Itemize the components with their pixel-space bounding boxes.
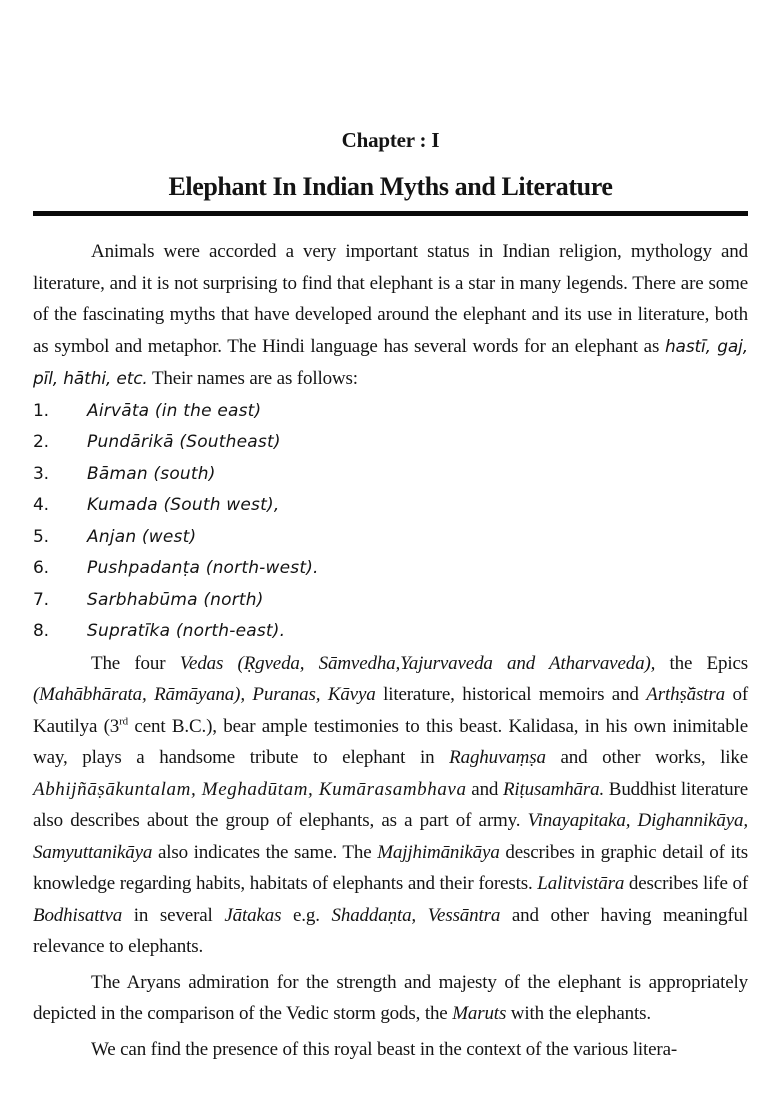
list-number: 2. xyxy=(33,432,49,452)
last-paragraph xyxy=(33,1034,748,1066)
list-number: 4. xyxy=(33,495,49,515)
italic-term: Maruts xyxy=(452,1003,507,1024)
text: Buddhist literature also describes about the group of elephants, as a part of army. xyxy=(33,778,748,831)
list-name: Pundārikā (Southeast) xyxy=(87,432,281,452)
text: with the elephants. xyxy=(506,1003,651,1024)
list-number: 8. xyxy=(33,621,49,641)
list-item xyxy=(33,396,748,428)
text: describes life of xyxy=(624,873,748,894)
text: in several xyxy=(122,904,225,926)
chapter-title: Elephant In Indian Myths and Literature xyxy=(168,172,613,201)
hindi-words: hastī, gaj, pīl, hāthi, etc. xyxy=(33,336,749,389)
chapter-body xyxy=(33,236,748,1065)
list-number: 6. xyxy=(33,558,49,578)
list-item xyxy=(33,490,748,522)
italic-term: Vedas (Ṛgveda, Sāmvedha,Yajurvaveda and Atharvaveda), xyxy=(179,652,656,674)
text: also indicates the same. The xyxy=(152,841,378,863)
list-item xyxy=(33,459,748,491)
text: and other having meaningful relevance to elephants. xyxy=(33,904,748,957)
title-rule-divider xyxy=(33,211,748,216)
text: cent B.C.), bear ample testimonies to this beast. Kalidasa, in his own inimitable way, plays a handsome tribute to elephant in xyxy=(33,715,748,768)
list-item xyxy=(33,553,748,585)
italic-term: (Mahābhārata, Rāmāyana), Puranas, Kāvya xyxy=(33,684,376,705)
italic-term: Bodhisattva xyxy=(33,904,123,926)
list-name: Kumada (South west), xyxy=(87,495,280,515)
text: and other works, like xyxy=(545,747,748,768)
text: literature, historical memoirs and xyxy=(375,684,647,705)
superscript: rd xyxy=(119,715,129,728)
list-number: 1. xyxy=(33,400,49,421)
intro-paragraph xyxy=(33,236,748,396)
italic-term: Arthṣ̌āstra xyxy=(646,684,725,705)
italic-term: Lalitvistāra xyxy=(537,873,625,894)
list-item xyxy=(33,616,748,648)
list-item xyxy=(33,585,748,617)
vedas-paragraph xyxy=(33,648,748,963)
chapter-label: Chapter : I xyxy=(341,128,440,152)
elephant-names-list xyxy=(33,396,748,648)
text: The four xyxy=(91,652,180,674)
text: The Aryans admiration for the strength and majesty of the elephant is appropriately depicted in the comparison of the Vedic storm gods, the xyxy=(33,971,748,1024)
list-name: Pushpadanṭa (north-west). xyxy=(87,558,319,578)
italic-term: Vinayapitaka, Dighannikāya, Samyuttanikāya xyxy=(33,810,748,863)
italic-term: Jātakas xyxy=(224,904,282,926)
text: e.g. xyxy=(281,904,332,926)
list-number: 7. xyxy=(33,589,49,610)
text: and xyxy=(466,778,503,800)
text: of Kautilya (3 xyxy=(33,684,748,737)
list-name: Supratīka (north-east). xyxy=(87,621,286,641)
list-number: 5. xyxy=(33,526,49,547)
intro-text: Animals were accorded a very important status in Indian religion, mythology and literature, and it is not surprising to find that elephant is a star in many legends. There are some of the fascinating myths that have developed around the elephant and its use in literature, both as symbol and metaphor. The Hindi language has several words for an elephant as xyxy=(33,241,748,357)
list-number: 3. xyxy=(33,463,49,484)
list-item xyxy=(33,522,748,554)
italic-term: Abhijñāṣākuntalam, Meghadūtam, Kumārasambhava xyxy=(33,778,467,800)
italic-term: Raghuvaṃṣa xyxy=(449,747,546,768)
text: describes in graphic detail of its knowledge regarding habits, habitats of elephants and their forests. xyxy=(33,841,748,894)
italic-term: Riṭusamhāra. xyxy=(502,778,605,800)
aryans-paragraph xyxy=(33,967,748,1030)
list-name: Anjan (west) xyxy=(87,526,197,547)
list-item xyxy=(33,427,748,459)
intro-text-end: Their names are as follows: xyxy=(147,368,358,389)
list-name: Airvāta (in the east) xyxy=(87,400,262,421)
list-name: Sarbhabūma (north) xyxy=(87,589,264,610)
list-name: Bāman (south) xyxy=(87,463,216,484)
italic-term: Majjhimānikāya xyxy=(377,841,500,863)
italic-term: Shaddaṇta, Vessāntra xyxy=(331,904,501,926)
text: We can find the presence of this royal beast in the context of the various litera- xyxy=(91,1038,678,1060)
text: the Epics xyxy=(655,652,748,674)
